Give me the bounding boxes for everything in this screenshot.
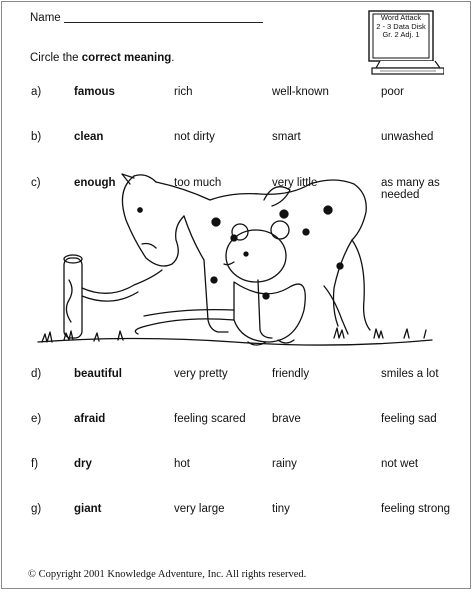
answer-option[interactable]: hot [174,458,190,470]
answer-option[interactable]: very little [272,177,318,189]
answer-option[interactable]: feeling scared [174,413,246,425]
name-line [64,22,263,23]
question-word: giant [74,503,102,515]
question-letter: a) [31,86,42,98]
answer-option[interactable]: too much [174,177,222,189]
answer-option[interactable]: brave [272,413,301,425]
badge-line-1: Word Attack [380,13,422,22]
answer-option[interactable]: not dirty [174,131,215,143]
answer-option[interactable]: very large [174,503,225,515]
name-label: Name [30,12,61,24]
answer-option[interactable]: poor [381,86,405,98]
copyright-footer: © Copyright 2001 Knowledge Adventure, Inc. All rights reserved. [28,569,307,580]
horse-and-mouse-illustration [34,170,434,370]
answer-option[interactable]: feeling strong [381,503,451,515]
question-letter: g) [31,503,42,515]
question-word: dry [74,458,92,470]
instructions-bold: correct meaning [81,52,172,64]
answer-option[interactable]: unwashed [381,131,434,143]
question-word: beautiful [74,368,122,380]
question-letter: b) [31,131,42,143]
computer-monitor-icon [366,10,444,80]
answer-option[interactable]: not wet [381,458,419,470]
instructions-prefix: Circle the [30,52,79,64]
answer-option[interactable]: rainy [272,458,297,470]
instructions [30,52,174,64]
answer-option[interactable]: friendly [272,368,310,380]
answer-option[interactable]: as many as needed [381,177,440,201]
question-word: clean [74,131,104,143]
answer-option[interactable]: smart [272,131,301,143]
answer-option[interactable]: feeling sad [381,413,437,425]
question-word: famous [74,86,115,98]
answer-option[interactable]: tiny [272,503,290,515]
answer-option[interactable]: well-known [272,86,329,98]
question-word: enough [74,177,116,189]
answer-option[interactable]: rich [174,86,193,98]
question-letter: d) [31,368,42,380]
question-letter: f) [31,458,39,470]
answer-option[interactable]: very pretty [174,368,228,380]
question-letter: e) [31,413,42,425]
answer-option[interactable]: smiles a lot [381,368,439,380]
question-letter: c) [31,177,41,189]
badge-text [376,14,426,40]
question-word: afraid [74,413,106,425]
instructions-suffix: . [171,52,175,64]
badge-line-3: Gr. 2 Adj. 1 [382,30,420,39]
badge-line-2: 2 - 3 Data Disk [376,21,426,31]
